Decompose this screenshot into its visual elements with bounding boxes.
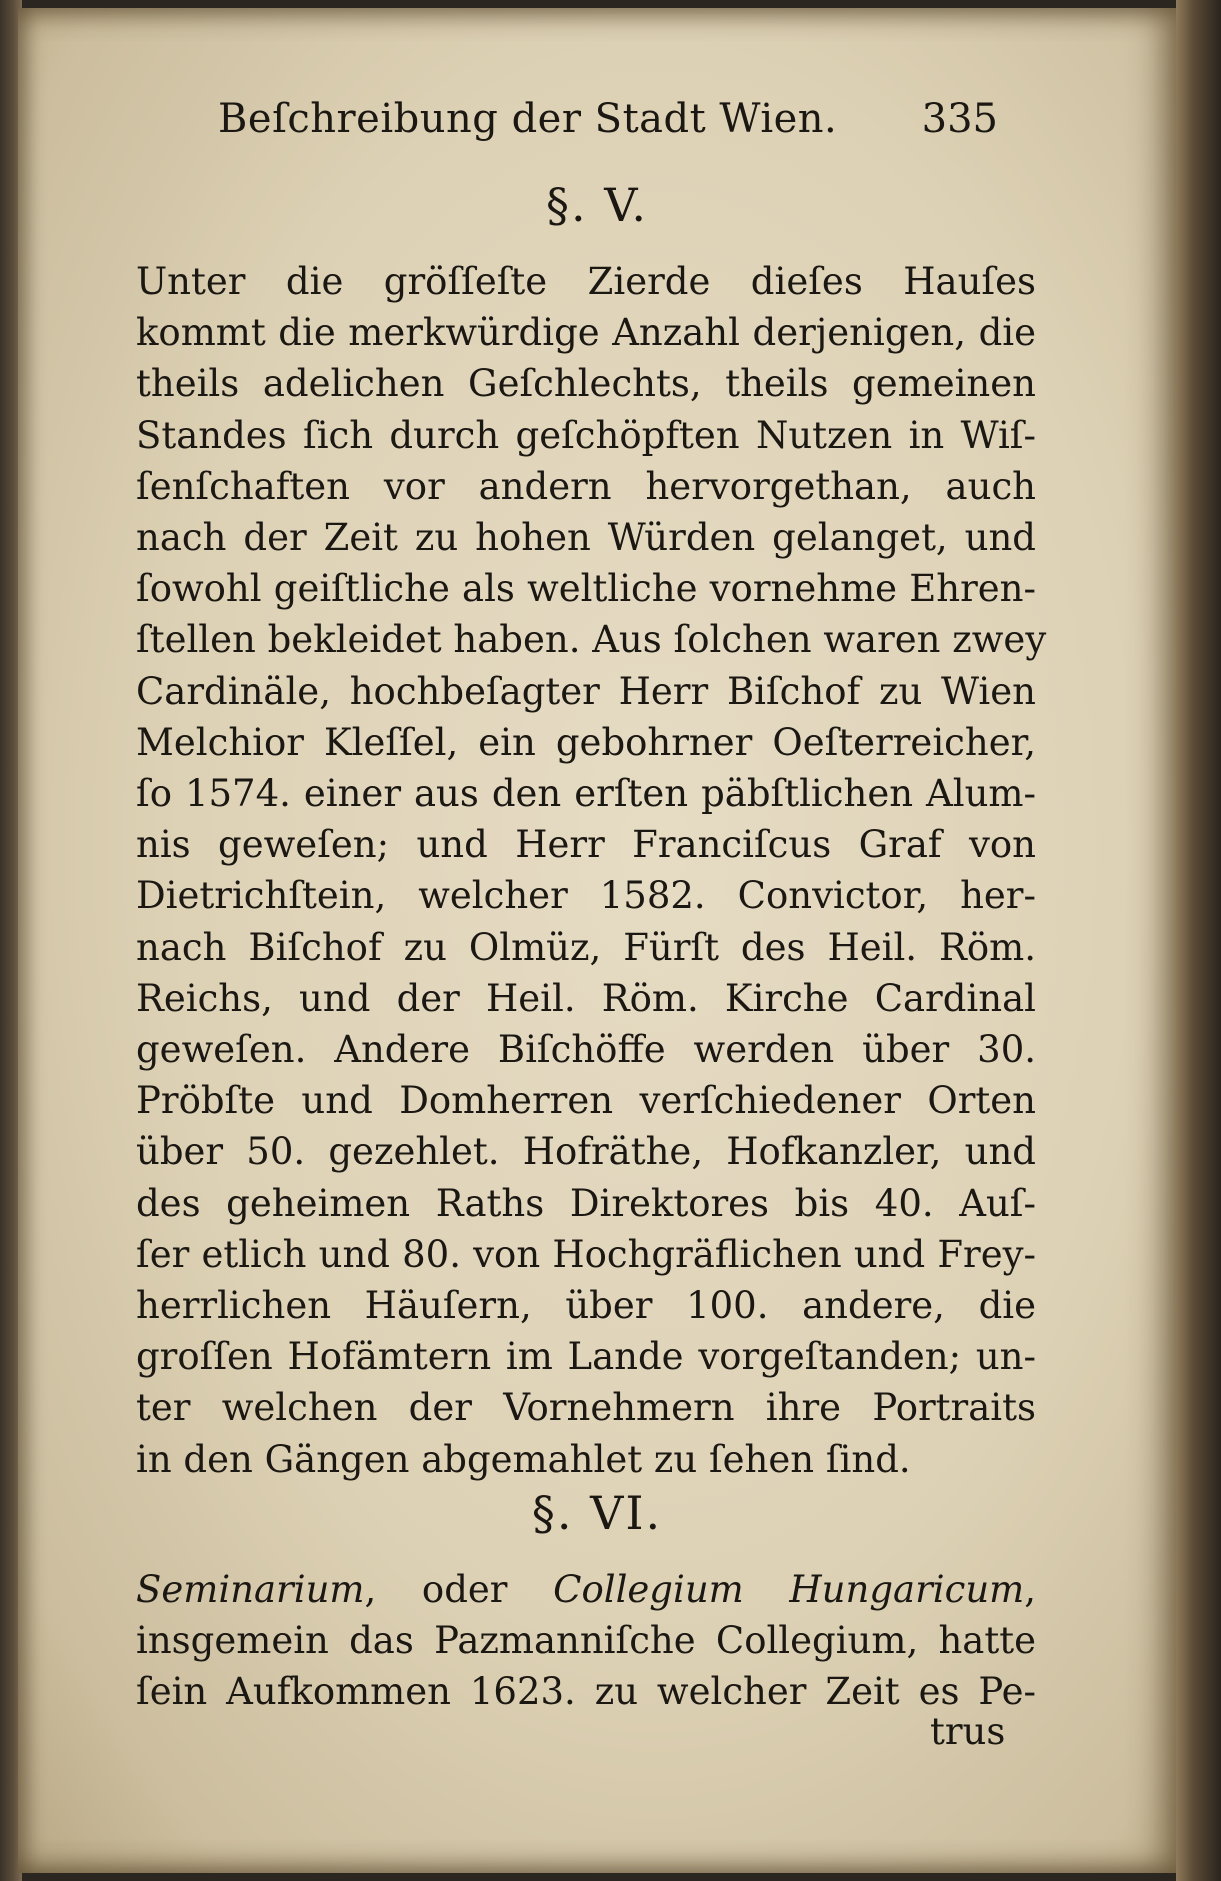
- text-line: nach der Zeit zu hohen Würden gelanget, und: [136, 516, 1036, 560]
- text-line: Standes ſich durch geſchöpften Nutzen in Wiſ-: [136, 413, 1036, 457]
- text-line: [136, 1564, 1036, 1615]
- punctuation: ,: [1024, 1568, 1037, 1611]
- latin-term-seminarium: Seminarium: [136, 1568, 365, 1611]
- text-line: ſo 1574. einer aus den erſten päbſtlichen Alum-: [136, 772, 1036, 816]
- catchword: trus: [930, 1710, 1006, 1753]
- text-line: geweſen. Andere Biſchöffe werden über 30.: [136, 1028, 1036, 1072]
- section-v-text: [136, 256, 1047, 1485]
- text-line: Dietrichſtein, welcher 1582. Convictor, her-: [136, 874, 1036, 918]
- text-line: insgemein das Pazmanniſche Collegium, hatte: [136, 1619, 1036, 1663]
- text-line: groſſen Hofämtern im Lande vorgeſtanden; un-: [136, 1335, 1036, 1379]
- connector-text: , oder: [364, 1568, 554, 1611]
- text-line: Cardinäle, hochbeſagter Herr Biſchof zu Wien: [136, 669, 1036, 713]
- page: [18, 8, 1176, 1873]
- text-line: über 50. gezehlet. Hofräthe, Hofkanzler, und: [136, 1130, 1036, 1174]
- text-line: Melchior Kleſſel, ein gebohrner Oeſterreicher,: [136, 720, 1036, 764]
- latin-term-collegium: Collegium Hungaricum: [553, 1568, 1025, 1611]
- page-edge: [1176, 0, 1221, 1881]
- text-line: herrlichen Häuſern, über 100. andere, die: [136, 1284, 1036, 1328]
- text-line: kommt die merkwürdige Anzahl derjenigen, die: [136, 311, 1036, 355]
- text-line: theils adelichen Geſchlechts, theils gemeinen: [136, 362, 1036, 406]
- text-line: ſer etlich und 80. von Hochgräflichen und Frey-: [136, 1232, 1036, 1276]
- running-title: Beſchreibung der Stadt Wien.: [218, 96, 838, 142]
- page-number: 335: [921, 96, 998, 142]
- text-line: Pröbſte und Domherren verſchiedener Orten: [136, 1079, 1036, 1123]
- text-line: ter welchen der Vornehmern ihre Portraits: [136, 1386, 1036, 1430]
- text-line: des geheimen Raths Direktores bis 40. Auſ-: [136, 1181, 1036, 1225]
- text-line: ſein Aufkommen 1623. zu welcher Zeit es Pe-: [136, 1670, 1036, 1714]
- text-line: ſtellen bekleidet haben. Aus ſolchen waren zwey: [136, 618, 1047, 662]
- text-line: nis geweſen; und Herr Franciſcus Graf von: [136, 823, 1036, 867]
- text-line: Reichs, und der Heil. Röm. Kirche Cardinal: [136, 976, 1036, 1020]
- section-heading-v: §. V.: [545, 178, 649, 232]
- section-vi-text: [136, 1564, 1036, 1718]
- section-heading-vi: §. VI.: [531, 1486, 663, 1540]
- text-line: nach Biſchof zu Olmüz, Fürſt des Heil. Röm.: [136, 925, 1036, 969]
- page-header: [218, 96, 998, 156]
- text-line: Unter die gröſſeſte Zierde dieſes Hauſes: [136, 260, 1036, 303]
- text-line: ſenſchaften vor andern hervorgethan, auch: [136, 464, 1036, 508]
- text-line: in den Gängen abgemahlet zu ſehen ſind.: [136, 1437, 911, 1481]
- text-line: ſowohl geiſtliche als weltliche vornehme Ehren-: [136, 567, 1036, 611]
